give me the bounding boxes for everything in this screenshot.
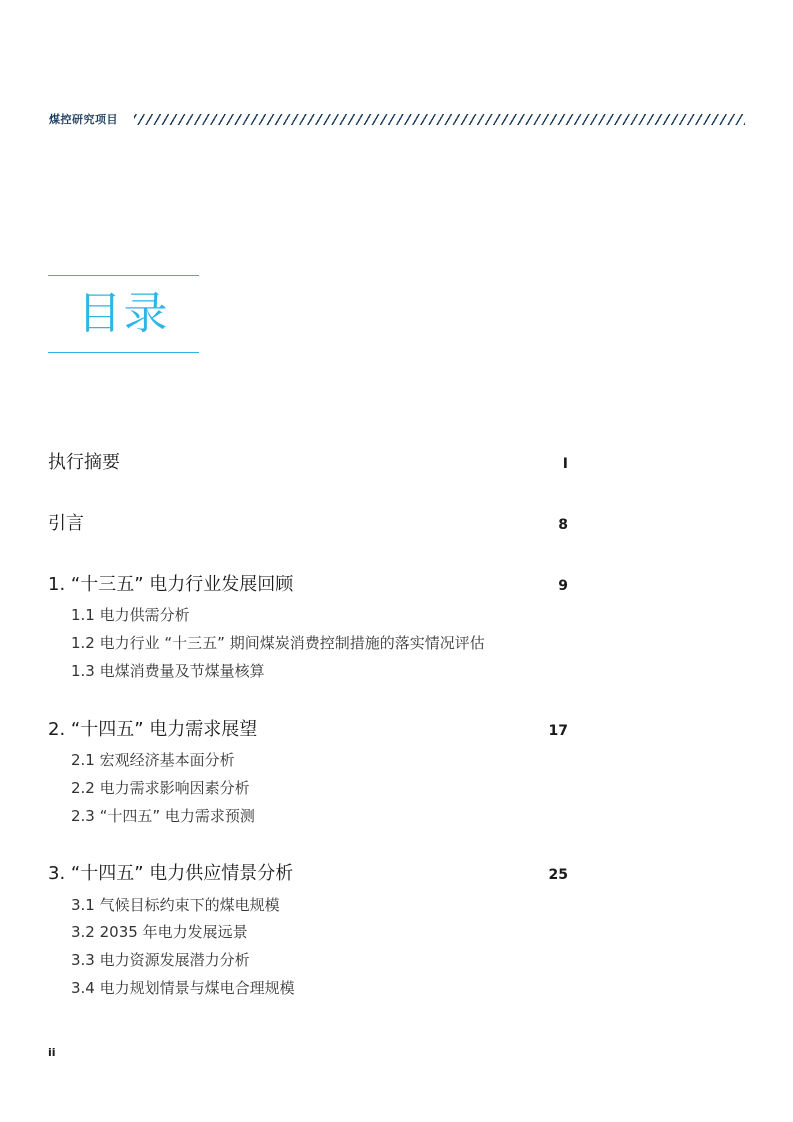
toc-entry-page: 17: [548, 723, 568, 739]
toc-entry-page: 8: [558, 517, 568, 533]
toc-entry[interactable]: [48, 859, 568, 885]
toc-subentry[interactable]: 1.1 电力供需分析: [71, 606, 190, 624]
running-header: [49, 110, 745, 128]
toc-entry-label: 执行摘要: [48, 452, 120, 473]
toc-subentry[interactable]: 1.2 电力行业 “十三五” 期间煤炭消费控制措施的落实情况评估: [71, 634, 485, 652]
toc-entry[interactable]: [48, 509, 568, 535]
toc-entry-page: 25: [548, 867, 568, 883]
toc-subentry[interactable]: 3.1 气候目标约束下的煤电规模: [71, 896, 280, 914]
toc-subentry[interactable]: 1.3 电煤消费量及节煤量核算: [71, 662, 265, 680]
toc-title-box: [48, 275, 199, 353]
toc-subentry[interactable]: 3.2 2035 年电力发展远景: [71, 923, 248, 941]
page-number: ii: [48, 1046, 56, 1059]
toc-subentry[interactable]: 3.4 电力规划情景与煤电合理规模: [71, 979, 295, 997]
toc-entry[interactable]: [48, 570, 568, 596]
toc-subentry[interactable]: 2.1 宏观经济基本面分析: [71, 751, 235, 769]
header-hatch-decoration: [134, 114, 745, 125]
toc-entry[interactable]: [48, 448, 568, 474]
toc-entry-label: 3. “十四五” 电力供应情景分析: [48, 863, 294, 884]
toc-entry-page: 9: [558, 578, 568, 594]
toc-subentry[interactable]: 2.3 “十四五” 电力需求预测: [71, 807, 255, 825]
toc-entry-label: 1. “十三五” 电力行业发展回顾: [48, 574, 294, 595]
toc-entry-page: I: [562, 456, 568, 472]
toc-entry[interactable]: [48, 715, 568, 741]
toc-entry-label: 2. “十四五” 电力需求展望: [48, 719, 258, 740]
toc-subentry[interactable]: 3.3 电力资源发展潜力分析: [71, 951, 250, 969]
project-label: 煤控研究项目: [49, 113, 118, 126]
toc-subentry[interactable]: 2.2 电力需求影响因素分析: [71, 779, 250, 797]
page-title: 目录: [77, 288, 170, 339]
toc-entry-label: 引言: [48, 513, 84, 534]
